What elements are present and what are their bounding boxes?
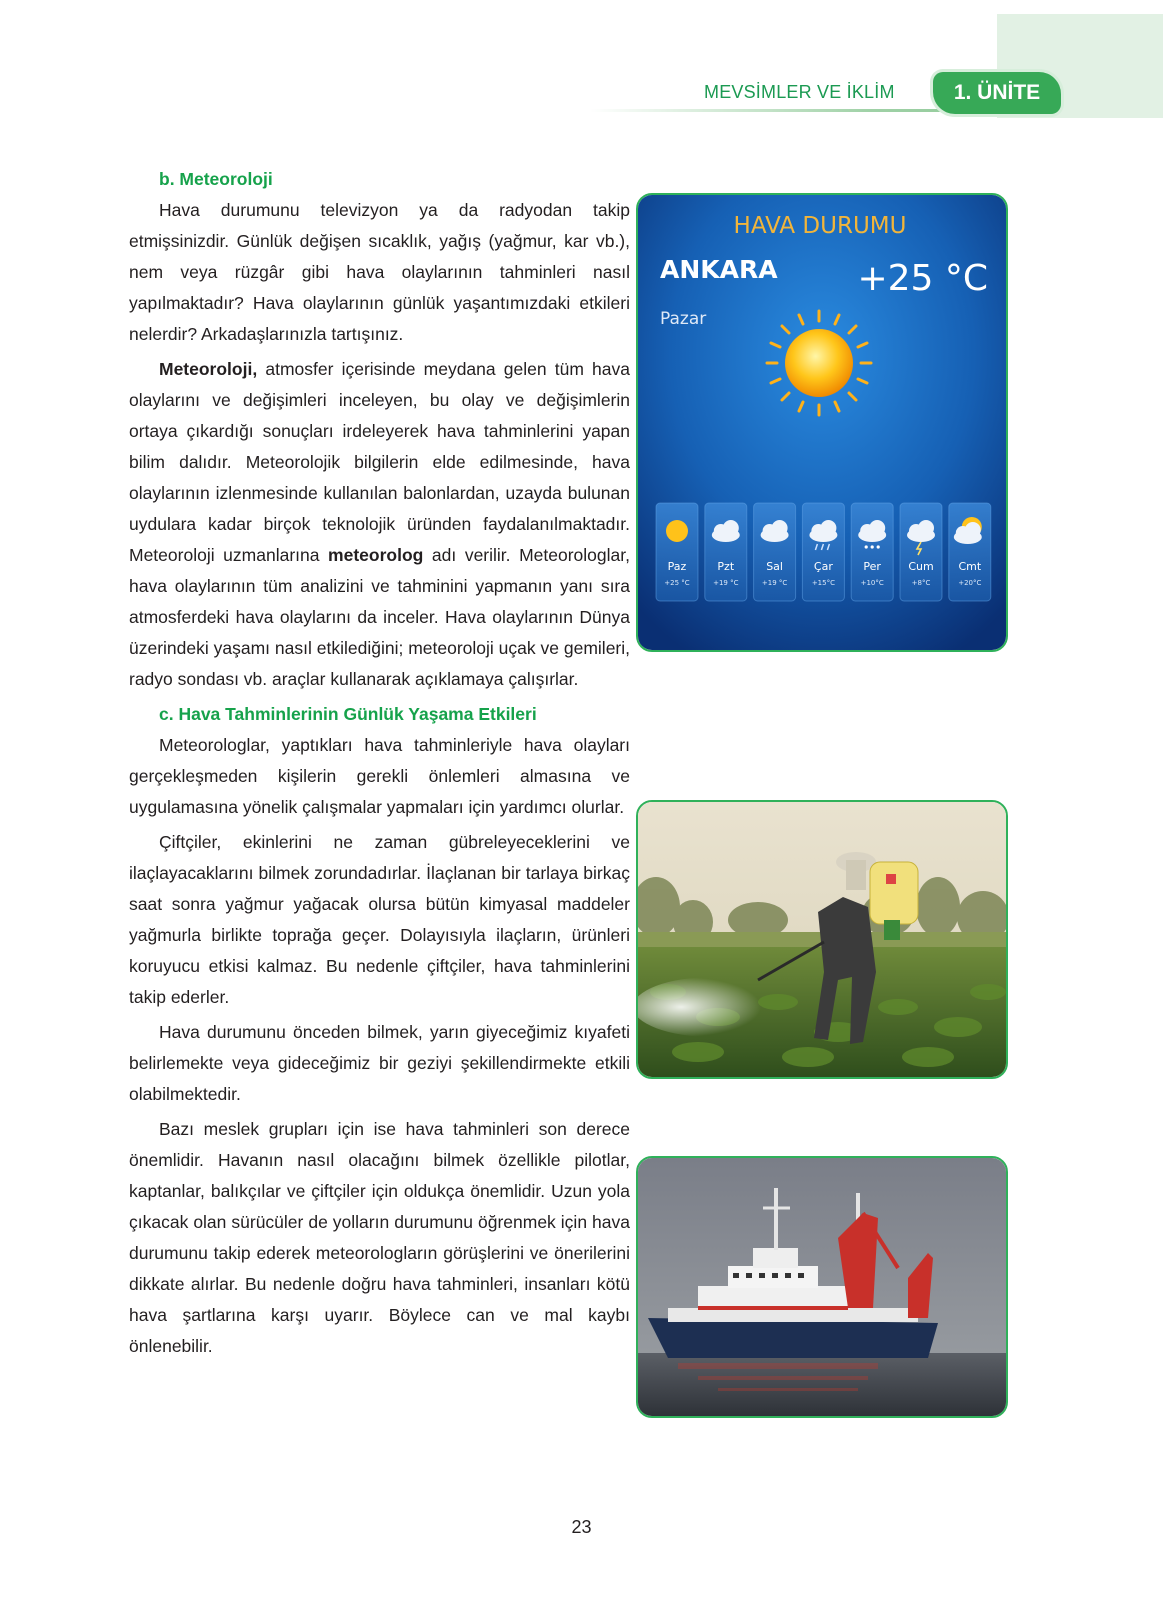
- forecast-day: Sal: [766, 560, 783, 573]
- running-title: MEVSİMLER VE İKLİM: [704, 82, 895, 102]
- text-column: [129, 164, 630, 1362]
- section-c-paragraph-1: Meteorologlar, yaptıkları hava tahminleriyle hava olayları gerçekleşmeden kişilerin gerekli önlemleri almasına ve uygulamasına yönelik çalışmalar yapmaları için yardımcı olurlar.: [129, 735, 630, 817]
- forecast-temp: +15°C: [811, 579, 835, 587]
- section-c-paragraph-2: Çiftçiler, ekinlerini ne zaman gübreleyeceklerini ve ilaçlayacaklarını bilmek zorundadırlar. İlaçlanan bir tarlaya birkaç saat sonra yağmur yağacak olursa bütün kimyasal maddeler yağmurla birlikte toprağa geçer. Dolayısıyla ilaçların, ürünleri koruyucu etkisi kalmaz. Bu nedenle çiftçiler, hava tahminlerini takip ederler.: [129, 832, 630, 1007]
- p2-part-b: adı verilir. Meteorologlar, hava olaylarının tüm analizini ve tahminini yapmanın yanı sıra atmosferdeki hava olaylarını da inceler. Hava olaylarının Dünya üzerindeki yaşamı nasıl etkilediğini; meteoroloji uçak ve gemileri, radyo sondası vb. araçlar kullanarak açıklamaya çalışırlar.: [129, 545, 630, 689]
- term-meteorolog: meteorolog: [328, 545, 424, 565]
- p2-part-a: atmosfer içerisinde meydana gelen tüm hava olaylarını ve değişimleri inceleyen, bu olay ve değişimlerin ortaya çıkardığı sonuçları irdeleyerek hava tahminlerini yapan bilim dalıdır. Meteorolojik bilgilerin elde edilmesinde, hava olaylarının izlenmesinde kullanılan balonlardan, uzayda bulunan uydulara kadar birçok teknolojik üründen faydalanılmaktadır. Meteoroloji uzmanlarına: [129, 359, 630, 565]
- section-c-paragraph-4: Bazı meslek grupları için ise hava tahminleri son derece önemlidir. Havanın nasıl olacağını bilmek özellikle pilotlar, kaptanlar, balıkçılar ve çiftçiler için oldukça önemlidir. Uzun yola çıkacak olan sürücüler de yolların durumunu öğrenmek için hava durumunu takip ederek meteorologların görüşlerini ve önerilerini dikkate alırlar. Bu nedenle doğru hava tahminleri, insanları kötü hava şartlarına karşı uyarır. Böylece can ve mal kaybı önlenebilir.: [129, 1119, 630, 1356]
- forecast-temp: +20°C: [958, 579, 982, 587]
- forecast-day: Paz: [667, 560, 687, 573]
- widget-city: ANKARA: [660, 255, 778, 284]
- research-ship-photo: [638, 1158, 1006, 1416]
- forecast-tile: [949, 503, 991, 601]
- forecast-day: Cmt: [958, 560, 982, 573]
- unit-badge: 1. ÜNİTE: [933, 72, 1061, 114]
- forecast-tile: [900, 503, 942, 601]
- section-b-paragraph-1: Hava durumunu televizyon ya da radyodan takip etmişsinizdir. Günlük değişen sıcaklık, yağış (yağmur, kar vb.), nem veya rüzgâr gibi hava olaylarının tahminleri nasıl yapılmaktadır? Hava olaylarının günlük yaşantımızdaki etkileri nelerdir? Arkadaşlarınızla tartışınız.: [129, 200, 630, 344]
- farmer-photo-figure: [636, 800, 1008, 1079]
- section-c-paragraph-3: Hava durumunu önceden bilmek, yarın giyeceğimiz kıyafeti belirlemekte veya gideceğimiz bir geziyi şekillendirmekte etkili olabilmektedir.: [129, 1022, 630, 1104]
- forecast-tile: [851, 503, 893, 601]
- forecast-day: Pzt: [717, 560, 735, 573]
- section-b-paragraph-2: [129, 354, 630, 695]
- sun-icon: [666, 520, 688, 542]
- forecast-tile: [754, 503, 796, 601]
- forecast-tile: [802, 503, 844, 601]
- forecast-temp: +10°C: [860, 579, 884, 587]
- term-meteoroloji: Meteoroloji,: [159, 359, 258, 379]
- forecast-temp: +19 °C: [761, 579, 788, 587]
- forecast-row: [656, 503, 991, 601]
- forecast-day: Cum: [908, 560, 934, 573]
- forecast-temp: +25 °C: [664, 579, 690, 587]
- widget-temperature: +25 °C: [857, 258, 988, 299]
- farmer-spraying-photo: [638, 802, 1006, 1077]
- section-c-heading: c. Hava Tahminlerinin Günlük Yaşama Etkileri: [159, 704, 537, 724]
- forecast-tile: [656, 503, 698, 601]
- ship-photo-figure: [636, 1156, 1008, 1418]
- forecast-temp: +19 °C: [713, 579, 739, 587]
- forecast-day: Per: [863, 560, 881, 573]
- forecast-day: Çar: [813, 560, 833, 573]
- forecast-tile: [705, 503, 747, 601]
- widget-day: Pazar: [660, 309, 707, 329]
- widget-title: HAVA DURUMU: [733, 213, 907, 239]
- weather-widget: [638, 195, 1006, 650]
- section-b-heading: b. Meteoroloji: [159, 169, 273, 189]
- page-number: 23: [571, 1517, 592, 1537]
- forecast-temp: +8°C: [911, 579, 931, 587]
- weather-widget-figure: [636, 193, 1008, 652]
